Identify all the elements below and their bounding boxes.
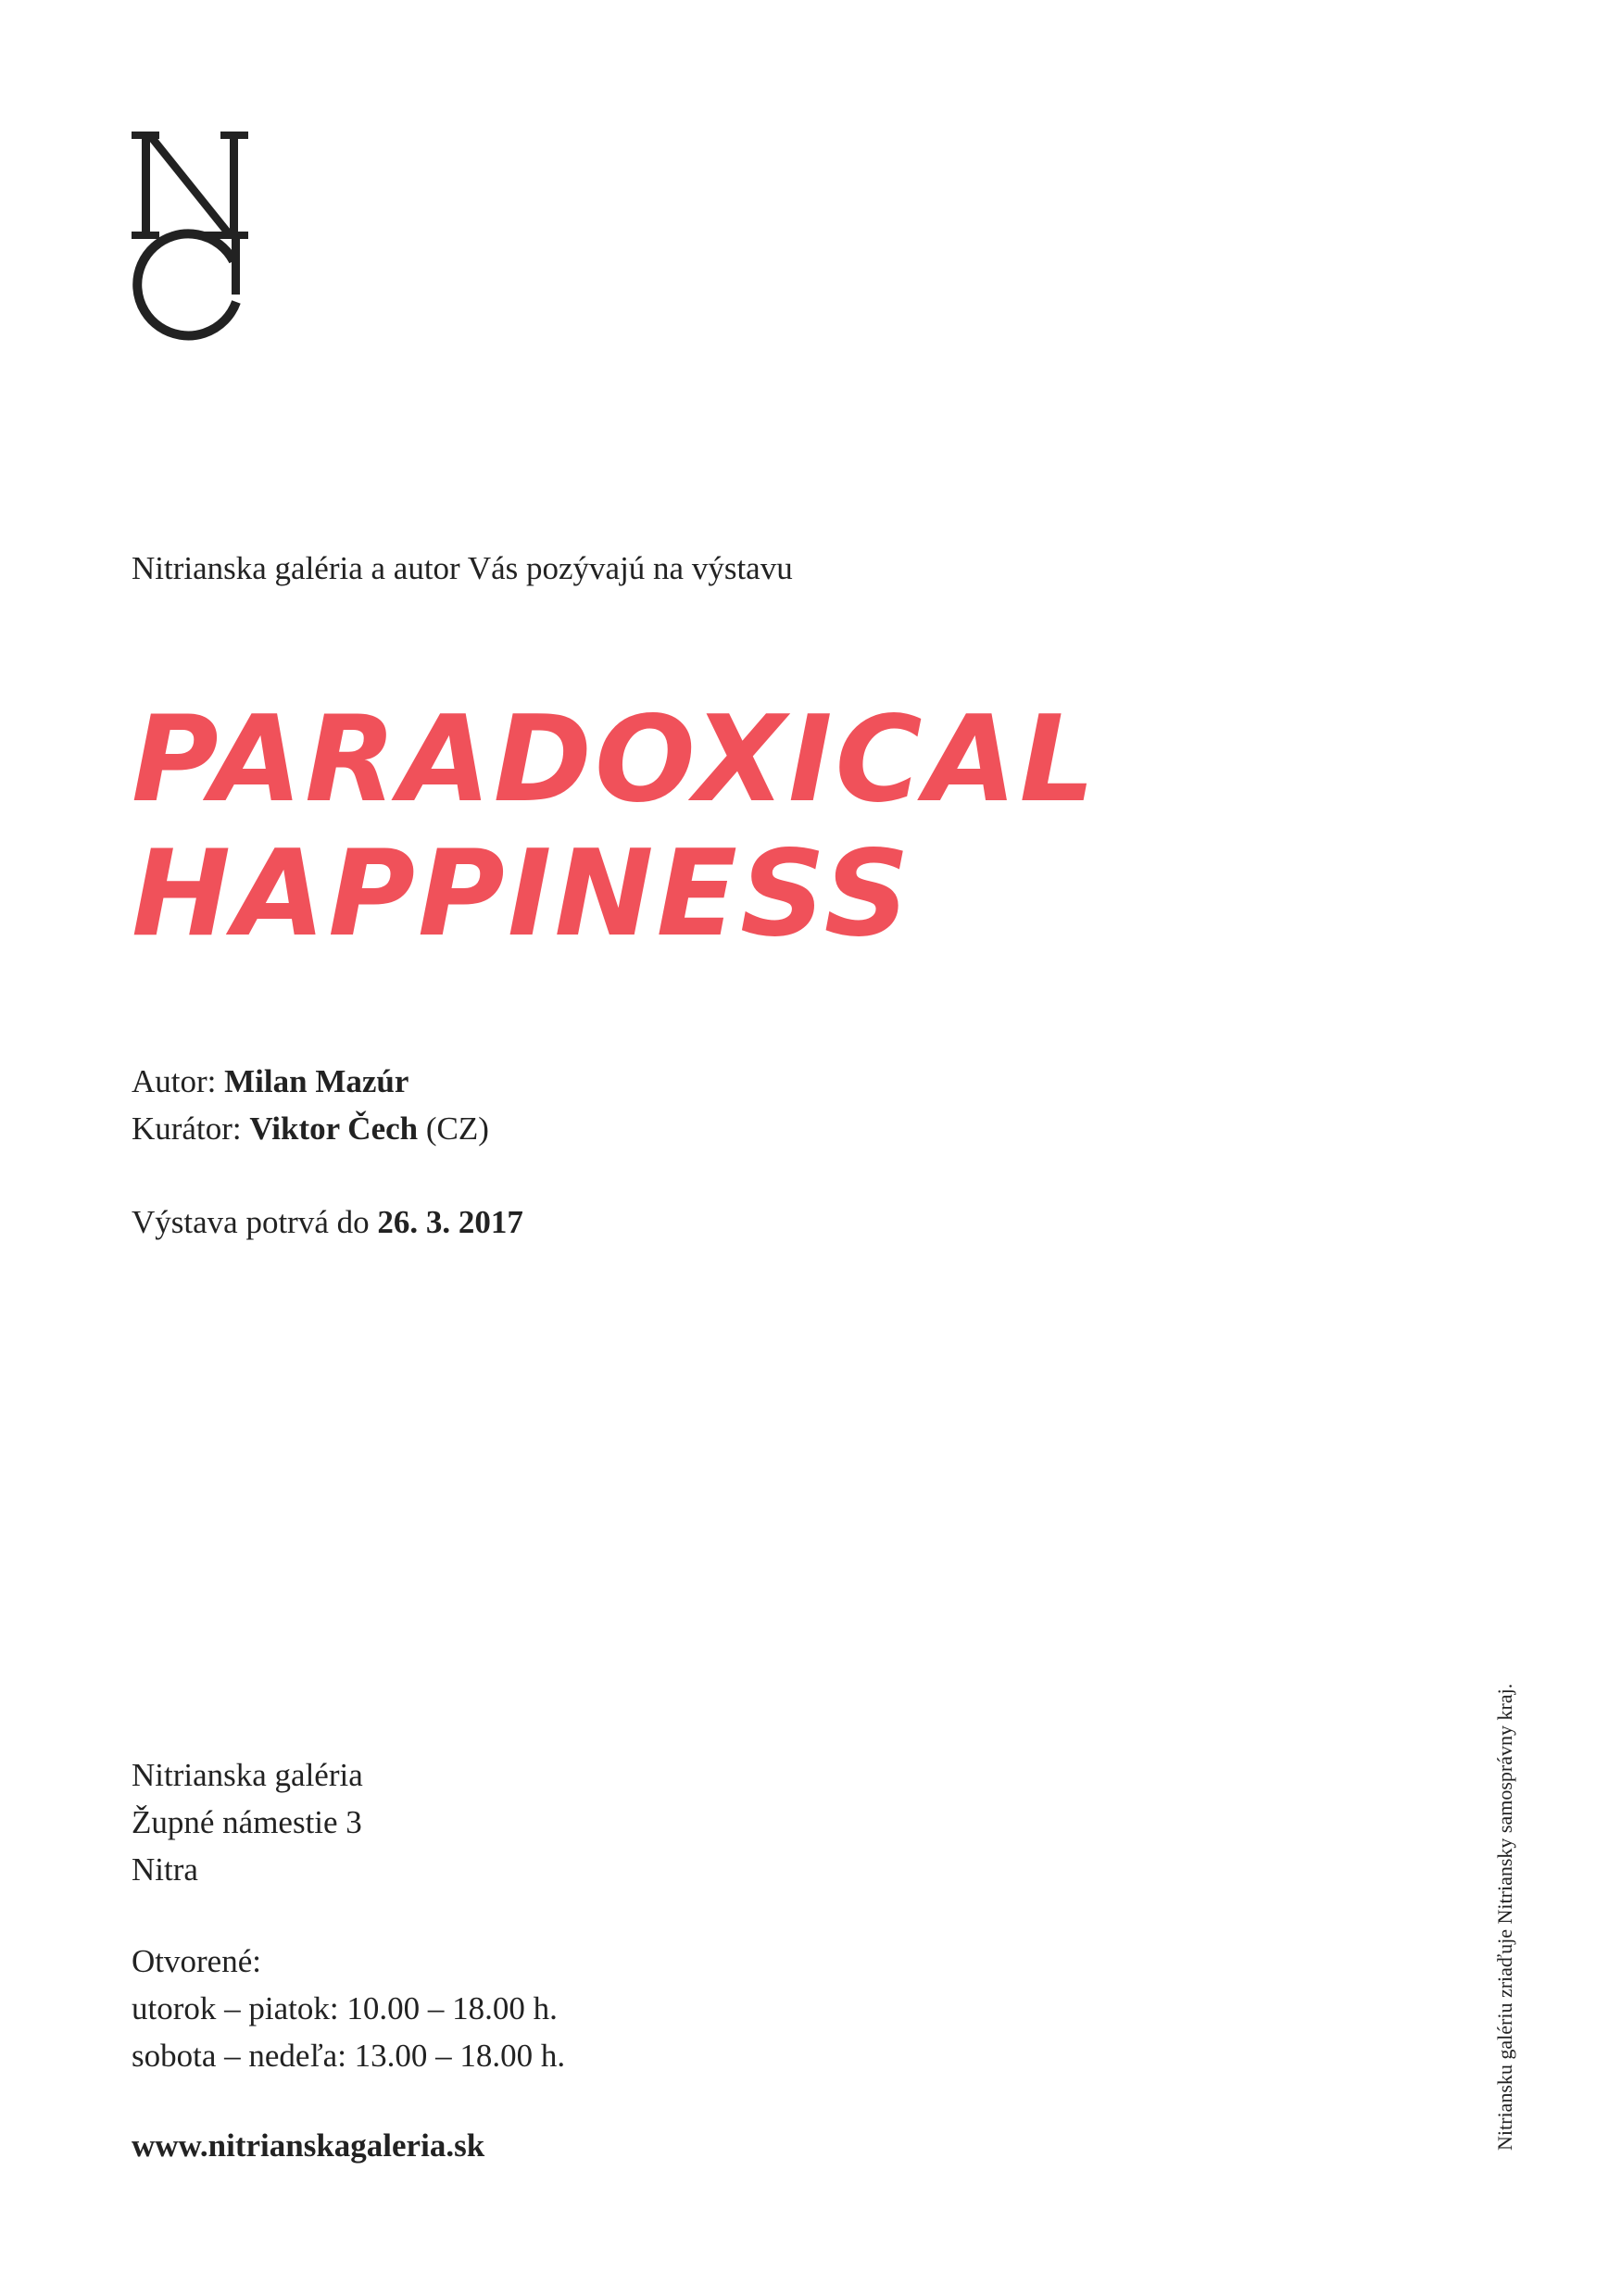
exhibition-title xyxy=(132,693,1098,961)
hours-weekend: sobota – nedeľa: 13.00 – 18.00 h. xyxy=(132,2038,566,2074)
curator-country: (CZ) xyxy=(425,1110,489,1147)
address-city: Nitra xyxy=(132,1851,198,1888)
curator-name: Viktor Čech xyxy=(249,1110,419,1147)
address-street: Župné námestie 3 xyxy=(132,1804,362,1840)
author-name: Milan Mazúr xyxy=(224,1063,409,1099)
curator-label: Kurátor: xyxy=(132,1110,242,1147)
founder-note: Nitriansku galériu zriaďuje Nitriansky samosprávny kraj. xyxy=(1493,1683,1516,2151)
gallery-address xyxy=(132,1751,363,1893)
invitation-text: Nitrianska galéria a autor Vás pozývajú na výstavu xyxy=(132,550,793,586)
hours-weekdays: utorok – piatok: 10.00 – 18.00 h. xyxy=(132,1990,558,2026)
exhibition-duration xyxy=(132,1199,523,1246)
opening-hours xyxy=(132,1938,565,2079)
hours-label: Otvorené: xyxy=(132,1943,261,1979)
duration-label: Výstava potrvá do xyxy=(132,1204,370,1240)
website-link[interactable]: www.nitrianskagaleria.sk xyxy=(132,2127,485,2164)
exhibition-title-line-1: PARADOXICAL xyxy=(132,691,1099,829)
author-line xyxy=(132,1058,489,1105)
address-name: Nitrianska galéria xyxy=(132,1757,363,1793)
curator-line xyxy=(132,1105,489,1152)
credits xyxy=(132,1058,489,1152)
exhibition-title-line-2: HAPPINESS xyxy=(132,825,912,963)
duration-date: 26. 3. 2017 xyxy=(377,1204,523,1240)
author-label: Autor: xyxy=(132,1063,217,1099)
gallery-logo xyxy=(132,132,248,343)
